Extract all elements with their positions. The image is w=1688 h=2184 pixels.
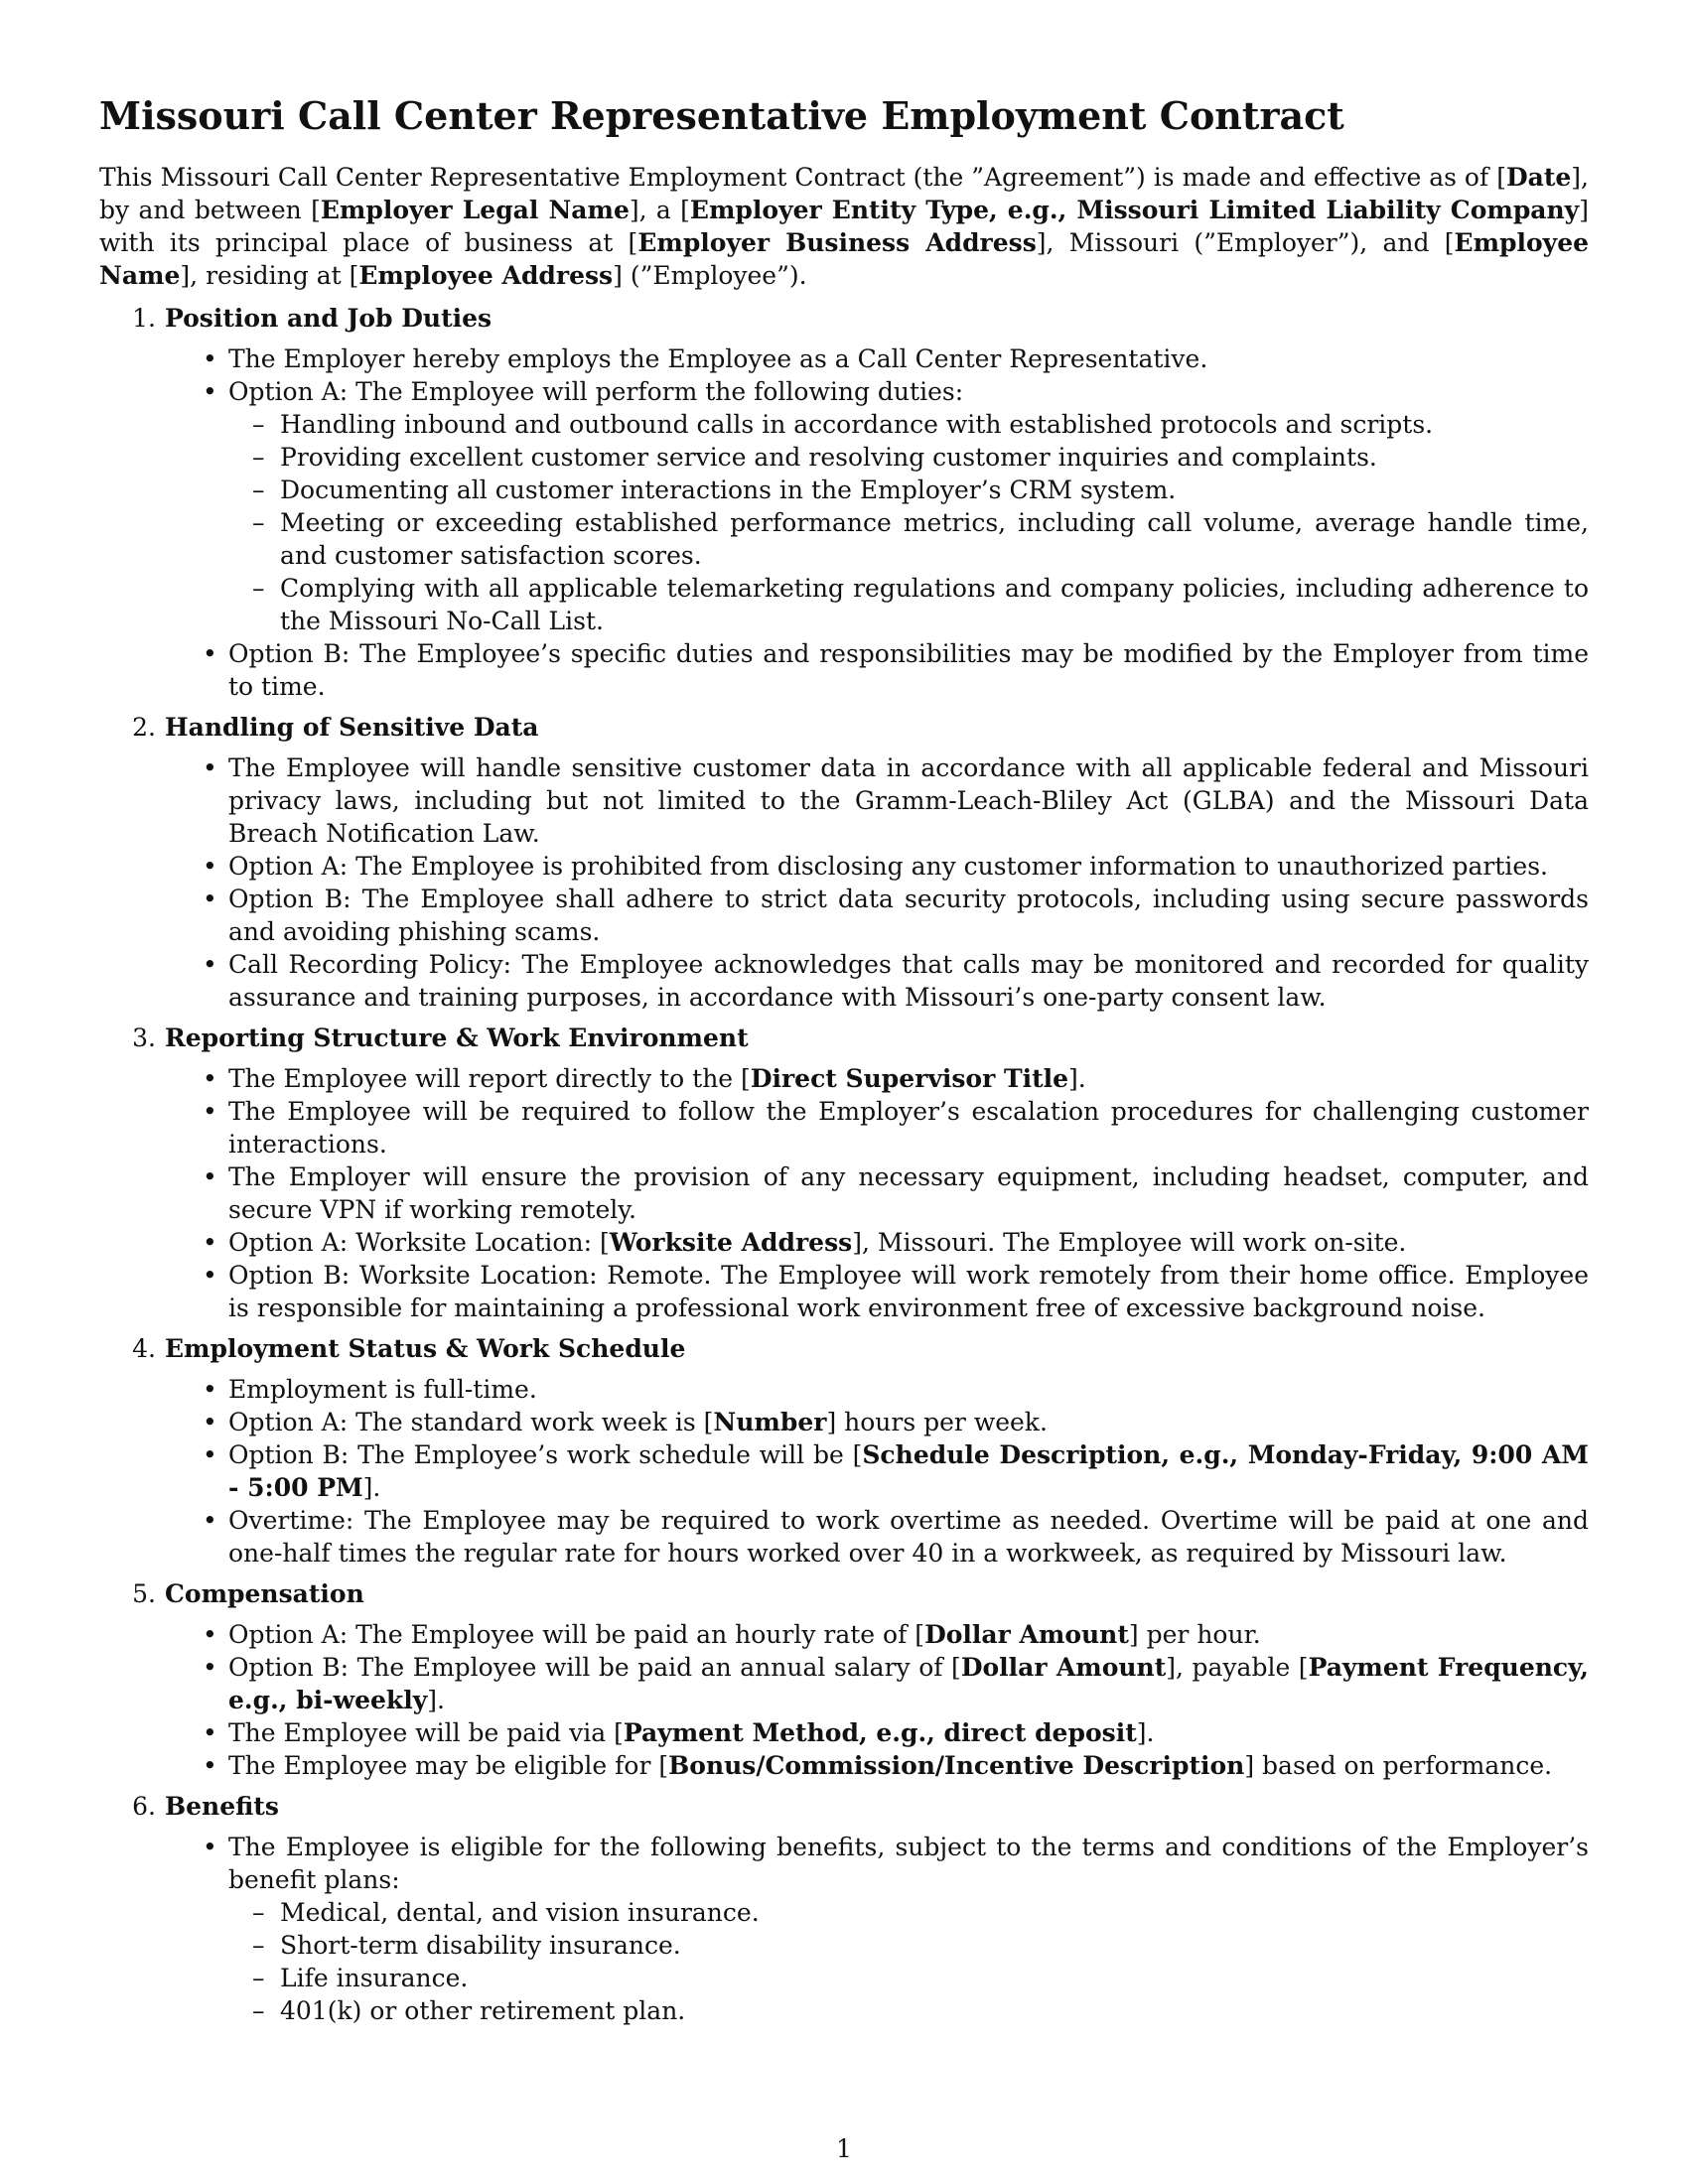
list-item-text: ]. [362, 1472, 381, 1502]
list-item: • Overtime: The Employee may be required to work overtime as needed. Overtime will be paid at one and one-half times the regular rate for hours worked over 40 in a workweek, as required by Missouri law. [228, 1504, 1589, 1570]
section-number: 4. [132, 1333, 156, 1363]
list-item-text: ], payable [ [1166, 1652, 1309, 1682]
sublist-item: – Providing excellent customer service and resolving customer inquiries and complaints. [280, 441, 1589, 474]
list-item: • Employment is full-time. [228, 1373, 1589, 1406]
section-title: Benefits [165, 1791, 279, 1821]
page-number: 1 [836, 2134, 852, 2163]
list-item [228, 375, 1589, 637]
list-item [228, 1618, 1589, 1651]
intro-text: ] (”Employee”). [613, 260, 807, 290]
intro-text: ], Missouri (”Employer”), and [ [1036, 227, 1455, 257]
section-6-heading [99, 1790, 1589, 1823]
placeholder-employee-address: Employee Address [358, 260, 614, 290]
list-item: • Option A: The Employee is prohibited from disclosing any customer information to unauthorized parties. [228, 850, 1589, 883]
placeholder-employer-legal-name: Employer Legal Name [320, 195, 630, 224]
section-number: 6. [132, 1791, 156, 1821]
list-item-text: The Employee will be paid via [ [228, 1717, 624, 1747]
section-6-list [99, 1831, 1589, 2027]
section-2-heading [99, 711, 1589, 744]
list-item [228, 1749, 1589, 1782]
placeholder-direct-supervisor-title: Direct Supervisor Title [750, 1063, 1069, 1093]
placeholder-payment-method: Payment Method, e.g., direct deposit [623, 1717, 1137, 1747]
list-item-text: ]. [427, 1685, 445, 1714]
list-item [228, 1062, 1589, 1095]
list-item-text: Option A: The Employee will be paid an hourly rate of [ [228, 1619, 925, 1649]
sublist-item: – Life insurance. [280, 1962, 1589, 1994]
list-item: • Option B: Worksite Location: Remote. The Employee will work remotely from their home office. Employee is responsible for maintaining a professional work environment free of excessive background noise. [228, 1259, 1589, 1324]
list-item: • The Employee will be required to follow the Employer’s escalation procedures for challenging customer interactions. [228, 1095, 1589, 1160]
placeholder-employer-business-address: Employer Business Address [637, 227, 1037, 257]
document-title: Missouri Call Center Representative Employment Contract [99, 93, 1344, 138]
sublist-item: – Complying with all applicable telemarketing regulations and company policies, including adherence to the Missouri No-Call List. [280, 572, 1589, 637]
placeholder-schedule-description: Schedule Description, e.g., Monday-Friday, 9:00 AM - 5:00 PM [228, 1439, 1589, 1502]
list-item-text: Option A: The Employee will perform the following duties: [228, 376, 964, 406]
list-item [228, 1226, 1589, 1259]
section-title: Reporting Structure & Work Environment [165, 1023, 749, 1052]
sublist-item: – Meeting or exceeding established performance metrics, including call volume, average handle time, and customer satisfaction scores. [280, 506, 1589, 572]
section-4-heading [99, 1332, 1589, 1365]
placeholder-number: Number [713, 1407, 827, 1436]
section-3-list [99, 1062, 1589, 1324]
section-1-heading [99, 302, 1589, 335]
section-title: Handling of Sensitive Data [165, 712, 539, 742]
placeholder-payment-frequency: Payment Frequency, e.g., bi-weekly [228, 1652, 1589, 1714]
list-item-text: Option A: Worksite Location: [ [228, 1227, 610, 1257]
intro-text: ], by and between [ [99, 162, 1589, 224]
placeholder-bonus-description: Bonus/Commission/Incentive Description [668, 1750, 1245, 1780]
placeholder-dollar-amount: Dollar Amount [924, 1619, 1129, 1649]
list-item [228, 1716, 1589, 1749]
sublist-item: – Handling inbound and outbound calls in accordance with established protocols and scripts. [280, 408, 1589, 441]
section-number: 2. [132, 712, 156, 742]
section-3-heading [99, 1022, 1589, 1054]
placeholder-worksite-address: Worksite Address [609, 1227, 853, 1257]
placeholder-employer-entity-type: Employer Entity Type, e.g., Missouri Limited Liability Company [689, 195, 1580, 224]
list-item-text: Option B: The Employee will be paid an annual salary of [ [228, 1652, 961, 1682]
section-1-list [99, 342, 1589, 703]
placeholder-date: Date [1505, 162, 1572, 192]
list-item: • Option B: The Employee shall adhere to strict data security protocols, including using secure passwords and avoiding phishing scams. [228, 883, 1589, 948]
list-item-text: The Employee is eligible for the following benefits, subject to the terms and conditions of the Employer’s benefit plans: [228, 1832, 1589, 1894]
list-item [228, 1406, 1589, 1438]
intro-paragraph [99, 161, 1589, 292]
list-item [228, 1651, 1589, 1716]
list-item: • Call Recording Policy: The Employee acknowledges that calls may be monitored and recorded for quality assurance and training purposes, in accordance with Missouri’s one-party consent law. [228, 948, 1589, 1014]
list-item-text: ] hours per week. [826, 1407, 1048, 1436]
section-title: Compensation [165, 1578, 364, 1608]
sublist-item: – Medical, dental, and vision insurance. [280, 1896, 1589, 1929]
list-item-text: The Employee may be eligible for [ [228, 1750, 669, 1780]
section-4-list [99, 1373, 1589, 1570]
list-item [228, 1438, 1589, 1504]
intro-text: This Missouri Call Center Representative Employment Contract (the ”Agreement”) is made and effective as of [ [99, 162, 1506, 192]
section-number: 1. [132, 303, 156, 333]
list-item-text: Option A: The standard work week is [ [228, 1407, 714, 1436]
sublist-item: – 401(k) or other retirement plan. [280, 1994, 1589, 2027]
section-title: Position and Job Duties [165, 303, 492, 333]
list-item [228, 1831, 1589, 2027]
intro-text: ] with its principal place of business at [ [99, 195, 1589, 257]
intro-text: ], residing at [ [180, 260, 359, 290]
placeholder-employee-name: Employee Name [99, 227, 1590, 290]
list-item-text: ]. [1136, 1717, 1155, 1747]
list-item-text: ] based on performance. [1244, 1750, 1553, 1780]
section-2-list [99, 751, 1589, 1014]
list-item: • Option B: The Employee’s specific duties and responsibilities may be modified by the Employer from time to time. [228, 637, 1589, 703]
sublist-item: – Documenting all customer interactions in the Employer’s CRM system. [280, 474, 1589, 506]
duties-sublist [228, 408, 1589, 637]
section-5-heading [99, 1577, 1589, 1610]
list-item-text: ], Missouri. The Employee will work on-site. [852, 1227, 1407, 1257]
benefits-sublist [228, 1896, 1589, 2027]
placeholder-dollar-amount: Dollar Amount [960, 1652, 1167, 1682]
intro-text: ], a [ [629, 195, 690, 224]
section-title: Employment Status & Work Schedule [165, 1333, 686, 1363]
list-item: • The Employer hereby employs the Employee as a Call Center Representative. [228, 342, 1589, 375]
section-5-list [99, 1618, 1589, 1782]
section-number: 5. [132, 1578, 156, 1608]
section-number: 3. [132, 1023, 156, 1052]
sublist-item: – Short-term disability insurance. [280, 1929, 1589, 1962]
list-item-text: ] per hour. [1128, 1619, 1261, 1649]
list-item: • The Employee will handle sensitive customer data in accordance with all applicable federal and Missouri privacy laws, including but not limited to the Gramm-Leach-Bliley Act (GLBA) and the Missouri Data Breach Notification Law. [228, 751, 1589, 850]
list-item: • The Employer will ensure the provision of any necessary equipment, including headset, computer, and secure VPN if working remotely. [228, 1160, 1589, 1226]
list-item-text: The Employee will report directly to the [ [228, 1063, 751, 1093]
list-item-text: Option B: The Employee’s work schedule will be [ [228, 1439, 863, 1469]
list-item-text: ]. [1068, 1063, 1086, 1093]
